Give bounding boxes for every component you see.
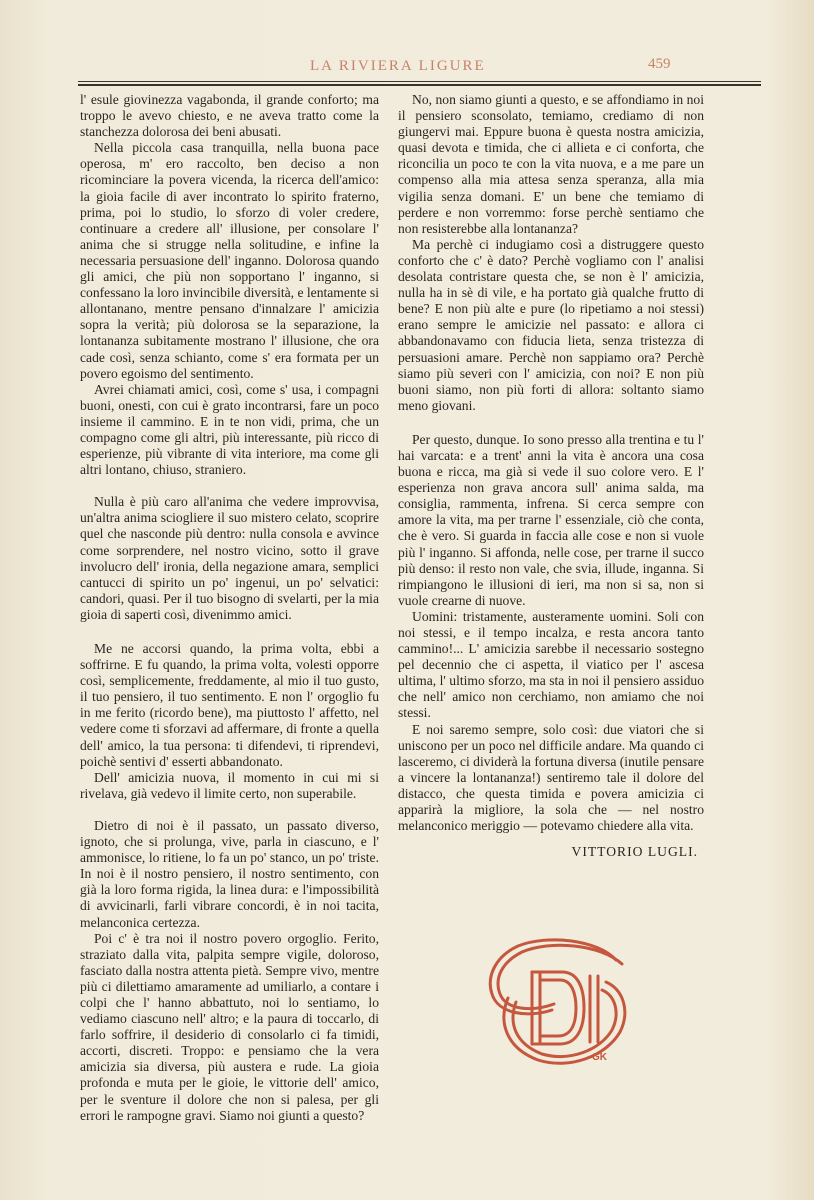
header-rule [78, 81, 761, 82]
monogram-stroke [498, 945, 622, 1008]
right-column [398, 92, 704, 860]
paragraph: Ma perchè ci indugiamo così a distruggere questo conforto che c' è dato? Perchè vogliamo con l' analisi desolata contristare questa che, se non è l' amicizia, nulla ha in sè di vile, e ha portato già qualche frutto di bene? E non più alte e pure (lo ripetiamo a noi stessi) erano sempre le amicizie nel passato: e allora ci abbandonavamo con fiducia lieta, senza tristezza di persuasioni amare. Perchè non sappiamo ora? Perchè siamo più severi con l' amicizia, con noi? E non più buoni siamo, non più forti di allora: soltanto siamo meno giovani. [398, 236, 704, 413]
paragraph: Avrei chiamati amici, così, come s' usa, i compagni buoni, onesti, con cui è grato incontrarsi, fare un poco insieme il cammino. E in te non vidi, prima, che un compagno come gli altri, più interessante, più ricco di esperienze, più vibrante di vita interiore, ma come gli altri lontano, chiuso, straniero. [80, 381, 379, 478]
paragraph: Dell' amicizia nuova, il momento in cui mi si rivelava, già vedevo il limite certo, non superabile. [80, 769, 379, 801]
author-signature: VITTORIO LUGLI. [571, 844, 698, 860]
running-title: LA RIVIERA LIGURE [310, 58, 486, 74]
header-rule-thick [78, 84, 761, 86]
paragraph: E noi saremo sempre, solo così: due viatori che si uniscono per un poco nel difficile andare. Ma quando ci lasceremo, ci dividerà la fortuna diversa (inutile pensare a vincere la lontananza!) sentiremo tale il dolore del distacco, che questa timida e povera amicizia ci apparirà la migliore, la sola che — nel nostro melanconico meriggio — potevamo chiedere alla vita. [398, 721, 704, 834]
paragraph: Nulla è più caro all'anima che vedere improvvisa, un'altra anima sciogliere il suo mistero celato, scoprire quel che nasconde più dentro: nulla consola e avvince come sorprendere, nel nostro vicino, sotto il grave involucro dell' ironia, della negazione amara, semplici cantucci di spirito un po' ingenui, un po' selvatici: candori, quasi. Per il tuo bisogno di svelarti, per la mia gioia di saperti così, divenimmo amici. [80, 494, 379, 622]
page-number: 459 [648, 56, 671, 72]
paragraph: Nella piccola casa tranquilla, nella buona pace operosa, m' ero raccolto, ben deciso a non ricominciare la povera vicenda, la ricerca dell'amico: la gioia facile di aver incontrato lo spirito fraterno, prima, poi lo studio, lo sforzo di voler credere, continuare a credere all' illusione, per consolare l' anima che si strugge nella solitudine, e infine la necessaria persuasione dell' inganno. Dolorosa quando gli amici, che più non sopportano l' inganno, si confessano la loro invincibile diversità, e lentamente si allontanano, mentre pensano d'innalzare l' amicizia sopra la verità; più dolorosa se la separazione, la lontananza subitamente mostrano l' illusione, che ora cade così, senza schianto, come s' era formata per un povero egoismo del sentimento. [80, 140, 379, 381]
left-column [80, 92, 379, 1124]
monogram-stroke [590, 976, 598, 1042]
paragraph: No, non siamo giunti a questo, e se affondiamo in noi il pensiero sconsolato, temiamo, crediamo di non giungervi mai. Eppure buona è questa nostra amicizia, quasi devota e timida, che ci allieta e ci conforta, che riconcilia un poco te con la vita nuova, e a me pare un compenso alla mia attesa senza speranza, alla mia vigilia senza domani. E' un bene che temiamo di perdere e non vorremmo: forse perchè sentiamo che non resisterebbe alla lontananza? [398, 92, 704, 236]
monogram-stroke [513, 990, 616, 1057]
paragraph: Dietro di noi è il passato, un passato diverso, ignoto, che si prolunga, vive, parla in ciascuno, e l' ammonisce, lo ritiene, lo fa un po' stanco, un po' triste. In noi è il nostro pensiero, il nostro sentimento, con già la loro forma rigida, la linea dura: e l'impossibilità di avvicinarli, farli vibrare concordi, è in noi tacita, melanconica certezza. [80, 817, 379, 930]
monogram-initials: GK [592, 1052, 607, 1063]
decorative-monogram [478, 932, 638, 1072]
page-header [0, 54, 814, 78]
paragraph: Uomini: tristamente, austeramente uomini. Soli con noi stessi, e il tempo incalza, e resta ancora tanto cammino!... L' amicizia sarebbe il necessario sostegno pel decennio che ci aspetta, il viatico per l' ascesa ultima, l' ultimo sforzo, ma sta in noi il pensiero assiduo che nell' amico non cerchiamo, non amiamo che noi stessi. [398, 608, 704, 721]
paragraph: Per questo, dunque. Io sono presso alla trentina e tu l' hai varcata: e a trent' anni la vita è ancora una cosa buona e ricca, ma già si vede il suo colore vero. E l' esperienza non grava ancora sull' anima salda, ma consiglia, rammenta, infrena. Si cerca sempre con amore la vita, ma per trarne l' essenziale, ciò che conta, che è vero. Si guarda in faccia alle cose e non si vuole più l' inganno. Si affonda, nelle cose, per trarne il succo più denso: il resto non vale, che svia, illude, inganna. Si rimpiangono le illusioni di ieri, ma non si sa, non si vuole crearne di nuove. [398, 431, 704, 608]
paragraph: l' esule giovinezza vagabonda, il grande conforto; ma troppo le avevo chiesto, e ne aveva tratto come la stanchezza dolorosa dei beni abusati. [80, 92, 379, 140]
paragraph: Me ne accorsi quando, la prima volta, ebbi a soffrirne. E fu quando, la prima volta, volesti opporre così, semplicemente, freddamente, al mio il tuo gusto, il tuo pensiero, il tuo sentimento. E non l' orgoglio fu in me ferito (ricordo bene), ma piuttosto l' affetto, nel vedere come ti sforzavi ad affermare, di fronte a quella dell' amico, la tua persona: ti difendevi, ti riprendevi, poichè sentivi d' esserti abbandonato. [80, 641, 379, 769]
paragraph: Poi c' è tra noi il nostro povero orgoglio. Ferito, straziato dalla vita, palpita sempre vigile, doloroso, fasciato dalla nostra attenta pietà. Sempre vivo, mentre più ci dilettiamo amaramente ad umiliarlo, a contare i colpi che l' hanno abbattuto, noi lo sentiamo, lo vediamo ciascuno nell' altro; e la paura di toccarlo, di farlo soffrire, il desiderio di consolarlo ci fa timidi, accorti, discreti. Troppo: e pensiamo che la vera amicizia sia diversa, più austera e rude. La gioia profonda e muta per le gioie, le vittorie dell' amico, per le sventure il dolore che non si palesa, per gli errori le rampogne gravi. Siamo noi giunti a questo? [80, 930, 379, 1123]
